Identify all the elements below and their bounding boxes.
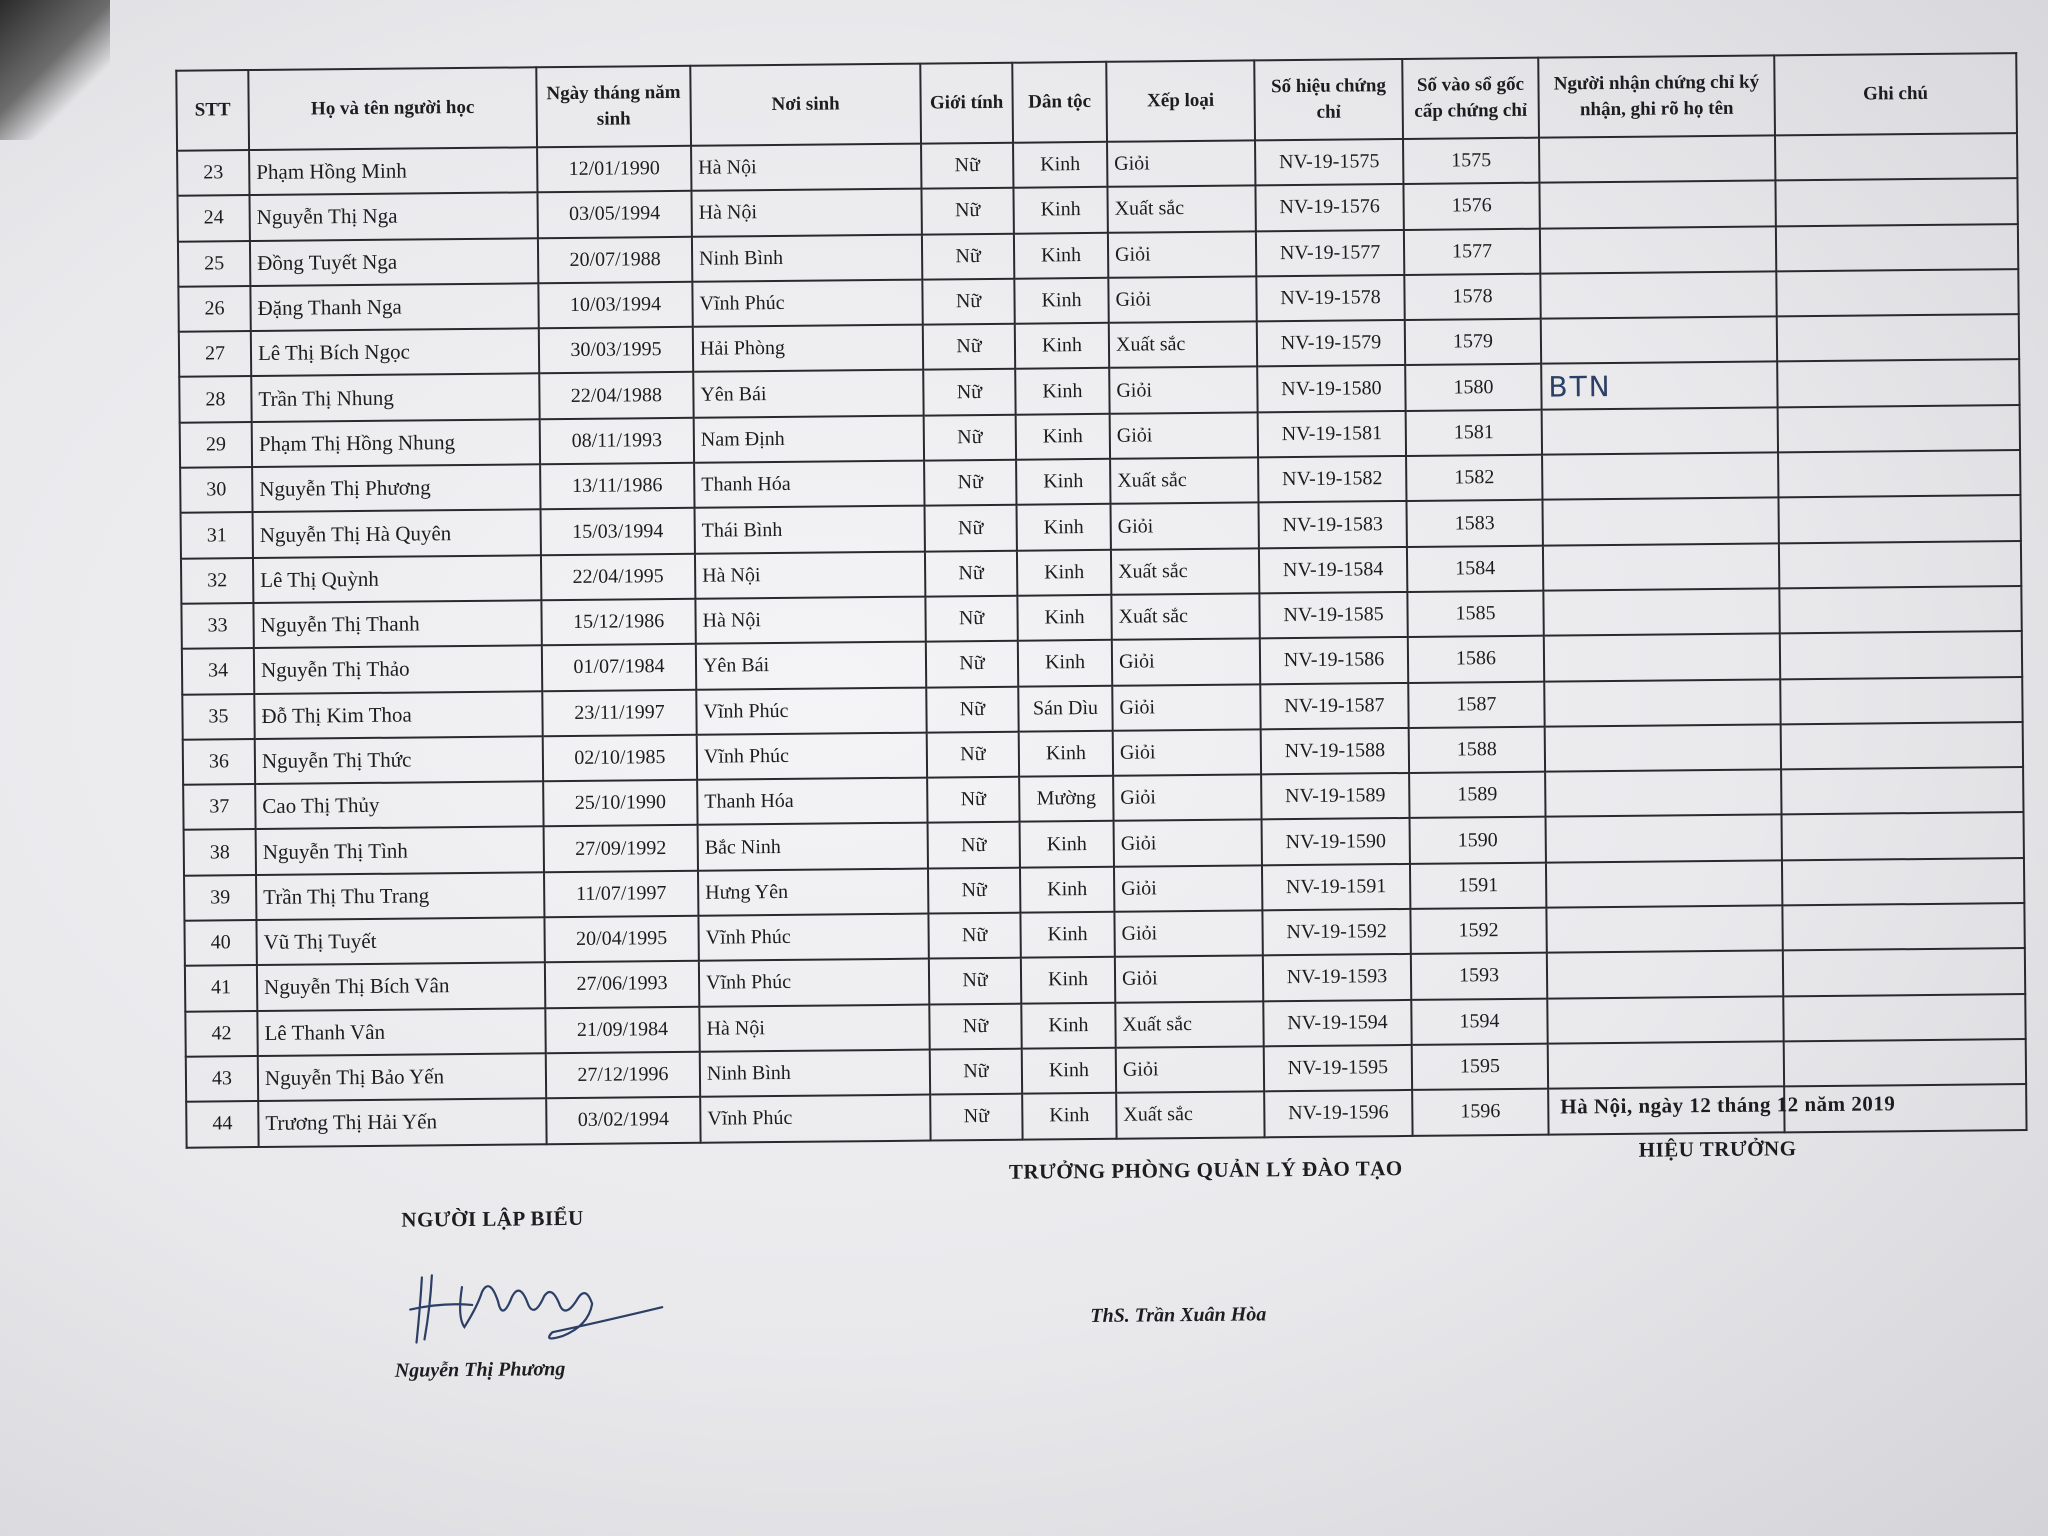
cell-birthplace: Hà Nội [691, 144, 921, 192]
cell-stt: 30 [180, 467, 252, 513]
cell-note [1784, 1039, 2026, 1087]
cell-name: Nguyễn Thị Nga [249, 193, 537, 241]
cell-receiver: BTN [1541, 362, 1777, 410]
cell-cert-no: NV-19-1588 [1261, 728, 1409, 775]
cell-stt: 25 [178, 241, 250, 287]
cell-receiver [1547, 951, 1783, 999]
cell-book-no: 1591 [1410, 862, 1546, 909]
cell-book-no: 1584 [1407, 545, 1543, 592]
cell-rank: Giỏi [1114, 820, 1262, 867]
preparer-title: NGƯỜI LẬP BIỂU [401, 1205, 584, 1232]
cell-book-no: 1592 [1410, 908, 1546, 955]
cell-dob: 21/09/1984 [545, 1006, 699, 1053]
cell-dob: 03/05/1994 [537, 191, 691, 238]
paper-sheet [150, 22, 2044, 1510]
cell-cert-no: NV-19-1582 [1258, 456, 1406, 503]
cell-birthplace: Vĩnh Phúc [699, 959, 929, 1007]
cell-cert-no: NV-19-1589 [1261, 773, 1409, 820]
cell-rank: Xuất sắc [1109, 322, 1257, 369]
cell-name: Đồng Tuyết Nga [250, 238, 538, 286]
cell-rank: Giỏi [1111, 503, 1259, 550]
cell-dob: 15/03/1994 [541, 508, 695, 555]
cell-name: Nguyễn Thị Bích Vân [257, 963, 545, 1011]
cell-note [1783, 994, 2025, 1042]
cell-ethnicity: Kinh [1016, 414, 1110, 460]
cell-cert-no: NV-19-1592 [1262, 909, 1410, 956]
cell-ethnicity: Kinh [1019, 731, 1113, 777]
cell-book-no: 1595 [1412, 1044, 1548, 1091]
cell-stt: 24 [177, 195, 249, 241]
cell-receiver [1542, 498, 1778, 546]
cell-stt: 36 [183, 739, 255, 785]
cell-dob: 22/04/1995 [541, 553, 695, 600]
cell-name: Nguyễn Thị Thảo [254, 646, 542, 694]
cell-gender: Nữ [929, 958, 1021, 1004]
cell-gender: Nữ [927, 732, 1019, 778]
cell-gender: Nữ [928, 913, 1020, 959]
cell-rank: Giỏi [1115, 956, 1263, 1003]
cell-cert-no: NV-19-1581 [1258, 411, 1406, 458]
cell-ethnicity: Kinh [1015, 368, 1109, 414]
cell-book-no: 1590 [1410, 817, 1546, 864]
cell-stt: 28 [179, 377, 251, 423]
cell-note [1776, 269, 2018, 317]
cell-note [1778, 450, 2020, 498]
cell-cert-no: NV-19-1586 [1260, 637, 1408, 684]
cell-note [1778, 495, 2020, 543]
cell-receiver [1542, 452, 1778, 500]
cell-receiver [1546, 905, 1782, 953]
cell-gender: Nữ [921, 188, 1013, 234]
cell-book-no: 1579 [1405, 319, 1541, 366]
cell-book-no: 1578 [1404, 274, 1540, 321]
cell-note [1776, 224, 2018, 272]
training-head-name: ThS. Trần Xuân Hòa [1090, 1303, 1267, 1328]
cell-gender: Nữ [925, 505, 1017, 551]
date-line: Hà Nội, ngày 12 tháng 12 năm 2019 [1560, 1091, 1896, 1119]
cell-book-no: 1575 [1403, 138, 1539, 185]
cell-stt: 29 [180, 422, 252, 468]
cell-book-no: 1582 [1406, 455, 1542, 502]
cell-birthplace: Vĩnh Phúc [698, 914, 928, 962]
cell-note [1780, 677, 2022, 725]
cell-cert-no: NV-19-1576 [1255, 184, 1403, 231]
cell-stt: 23 [177, 150, 249, 196]
cell-gender: Nữ [928, 822, 1020, 868]
cell-name: Vũ Thị Tuyết [256, 917, 544, 965]
cell-receiver [1545, 770, 1781, 818]
cell-birthplace: Yên Bái [693, 370, 923, 418]
cell-stt: 27 [179, 331, 251, 377]
cell-receiver [1545, 724, 1781, 772]
cell-gender: Nữ [923, 324, 1015, 370]
header-rank: Xếp loại [1106, 60, 1255, 141]
header-dob: Ngày tháng năm sinh [536, 66, 691, 147]
preparer-name: Nguyễn Thị Phương [394, 1358, 566, 1382]
cell-name: Lê Thanh Vân [257, 1008, 545, 1056]
header-receiver: Người nhận chứng chỉ ký nhận, ghi rõ họ tên [1538, 55, 1775, 137]
cell-gender: Nữ [930, 1049, 1022, 1095]
cell-ethnicity: Mường [1019, 776, 1113, 822]
cell-gender: Nữ [927, 777, 1019, 823]
cell-dob: 27/12/1996 [546, 1052, 700, 1099]
cell-gender: Nữ [926, 686, 1018, 732]
cell-receiver [1541, 317, 1777, 365]
cell-receiver [1546, 815, 1782, 863]
cell-book-no: 1583 [1406, 500, 1542, 547]
cell-name: Phạm Hồng Minh [249, 147, 537, 195]
cell-rank: Giỏi [1116, 1046, 1264, 1093]
cell-name: Trương Thị Hải Yến [258, 1098, 546, 1146]
cell-receiver [1547, 996, 1783, 1044]
cell-note [1783, 948, 2025, 996]
cell-book-no: 1588 [1409, 727, 1545, 774]
cell-book-no: 1587 [1408, 681, 1544, 728]
cell-receiver [1544, 634, 1780, 682]
cell-cert-no: NV-19-1594 [1263, 1000, 1411, 1047]
cell-receiver [1539, 135, 1775, 183]
cell-cert-no: NV-19-1596 [1264, 1090, 1412, 1137]
cell-rank: Xuất sắc [1116, 1092, 1264, 1139]
cell-cert-no: NV-19-1587 [1260, 683, 1408, 730]
cell-name: Phạm Thị Hồng Nhung [252, 419, 540, 467]
cell-birthplace: Thanh Hóa [697, 778, 927, 826]
cell-gender: Nữ [922, 233, 1014, 279]
cell-birthplace: Hải Phòng [693, 325, 923, 373]
header-ethnicity: Dân tộc [1012, 62, 1107, 143]
cell-note [1779, 586, 2021, 634]
cell-cert-no: NV-19-1579 [1257, 320, 1405, 367]
header-cert-no: Số hiệu chứng chỉ [1254, 59, 1403, 140]
cell-name: Nguyễn Thị Bảo Yến [258, 1053, 546, 1101]
header-book-no: Số vào sổ gốc cấp chứng chỉ [1402, 58, 1539, 139]
cell-rank: Giỏi [1113, 775, 1261, 822]
cell-rank: Xuất sắc [1110, 457, 1258, 504]
cell-receiver [1548, 1041, 1784, 1089]
cell-book-no: 1581 [1406, 409, 1542, 456]
cell-ethnicity: Kinh [1017, 595, 1111, 641]
cell-gender: Nữ [929, 1003, 1021, 1049]
cell-birthplace: Hưng Yên [698, 868, 928, 916]
cell-gender: Nữ [925, 596, 1017, 642]
cell-cert-no: NV-19-1593 [1263, 954, 1411, 1001]
cell-dob: 23/11/1997 [542, 689, 696, 736]
cell-ethnicity: Kinh [1020, 821, 1114, 867]
cell-ethnicity: Kinh [1014, 232, 1108, 278]
cell-rank: Giỏi [1113, 729, 1261, 776]
cell-ethnicity: Kinh [1020, 912, 1114, 958]
cell-dob: 20/07/1988 [538, 236, 692, 283]
cell-birthplace: Hà Nội [695, 597, 925, 645]
cell-book-no: 1596 [1412, 1089, 1548, 1136]
cell-note [1775, 178, 2017, 226]
cell-cert-no: NV-19-1583 [1258, 501, 1406, 548]
cell-dob: 12/01/1990 [537, 146, 691, 193]
cell-receiver [1546, 860, 1782, 908]
cell-name: Trần Thị Nhung [251, 374, 539, 422]
cell-book-no: 1593 [1411, 953, 1547, 1000]
cell-birthplace: Vĩnh Phúc [696, 687, 926, 735]
cell-gender: Nữ [922, 279, 1014, 325]
cell-dob: 20/04/1995 [544, 916, 698, 963]
cell-note [1782, 813, 2024, 861]
cell-name: Lê Thị Quỳnh [253, 555, 541, 603]
cell-dob: 15/12/1986 [541, 599, 695, 646]
cell-dob: 02/10/1985 [543, 735, 697, 782]
cell-note [1780, 631, 2022, 679]
cell-cert-no: NV-19-1575 [1255, 139, 1403, 186]
cell-note [1778, 405, 2020, 453]
cell-ethnicity: Kinh [1020, 867, 1114, 913]
cell-rank: Giỏi [1110, 412, 1258, 459]
cell-stt: 39 [184, 875, 256, 921]
cell-birthplace: Ninh Bình [692, 234, 922, 282]
cell-ethnicity: Kinh [1014, 278, 1108, 324]
cell-stt: 31 [181, 512, 253, 558]
cell-note [1775, 133, 2017, 181]
table-body [177, 133, 2026, 1147]
cell-note [1777, 360, 2019, 408]
cell-note [1781, 722, 2023, 770]
cell-dob: 08/11/1993 [540, 418, 694, 465]
cell-birthplace: Thanh Hóa [694, 461, 924, 509]
cell-birthplace: Hà Nội [695, 551, 925, 599]
cell-name: Trần Thị Thu Trang [256, 872, 544, 920]
cell-note [1782, 903, 2024, 951]
principal-title: HIỆU TRƯỞNG [1638, 1136, 1797, 1162]
cell-birthplace: Ninh Bình [700, 1049, 930, 1097]
cell-cert-no: NV-19-1590 [1262, 818, 1410, 865]
cell-book-no: 1585 [1407, 591, 1543, 638]
cell-receiver [1540, 226, 1776, 274]
cell-name: Cao Thị Thủy [255, 781, 543, 829]
cell-dob: 22/04/1988 [539, 372, 693, 419]
cell-cert-no: NV-19-1591 [1262, 864, 1410, 911]
cell-rank: Giỏi [1112, 684, 1260, 731]
cell-receiver [1540, 271, 1776, 319]
header-name: Họ và tên người học [248, 67, 537, 150]
cell-book-no: 1586 [1408, 636, 1544, 683]
header-gender: Giới tính [920, 63, 1013, 144]
cell-birthplace: Vĩnh Phúc [700, 1095, 930, 1143]
cell-gender: Nữ [923, 369, 1015, 415]
cell-rank: Giỏi [1114, 865, 1262, 912]
cell-ethnicity: Kinh [1013, 187, 1107, 233]
cell-dob: 11/07/1997 [544, 871, 698, 918]
cell-cert-no: NV-19-1584 [1259, 547, 1407, 594]
header-birthplace: Nơi sinh [690, 64, 921, 146]
cell-book-no: 1576 [1403, 183, 1539, 230]
cell-rank: Xuất sắc [1111, 548, 1259, 595]
cell-rank: Xuất sắc [1111, 593, 1259, 640]
cell-name: Đỗ Thị Kim Thoa [254, 691, 542, 739]
cell-stt: 43 [186, 1056, 258, 1102]
cell-receiver [1543, 588, 1779, 636]
cell-dob: 01/07/1984 [542, 644, 696, 691]
desk-shadow [0, 0, 110, 140]
cell-dob: 27/09/1992 [544, 825, 698, 872]
cell-dob: 30/03/1995 [539, 327, 693, 374]
cell-rank: Xuất sắc [1107, 186, 1255, 233]
cell-name: Đặng Thanh Nga [250, 283, 538, 331]
training-head-title: TRƯỞNG PHÒNG QUẢN LÝ ĐÀO TẠO [1008, 1156, 1403, 1184]
cell-cert-no: NV-19-1578 [1256, 275, 1404, 322]
cell-gender: Nữ [924, 460, 1016, 506]
cell-rank: Giỏi [1108, 276, 1256, 323]
cell-receiver [1543, 543, 1779, 591]
cell-birthplace: Vĩnh Phúc [697, 732, 927, 780]
cell-note [1781, 767, 2023, 815]
cell-cert-no: NV-19-1595 [1264, 1045, 1412, 1092]
cell-ethnicity: Kinh [1015, 323, 1109, 369]
cell-stt: 33 [181, 603, 253, 649]
cell-dob: 25/10/1990 [543, 780, 697, 827]
cell-rank: Xuất sắc [1115, 1001, 1263, 1048]
cell-book-no: 1577 [1404, 228, 1540, 275]
cell-stt: 32 [181, 558, 253, 604]
cell-ethnicity: Kinh [1021, 957, 1115, 1003]
cell-stt: 34 [182, 648, 254, 694]
cell-stt: 35 [182, 694, 254, 740]
cell-stt: 26 [178, 286, 250, 332]
cell-dob: 03/02/1994 [546, 1097, 700, 1144]
header-note: Ghi chú [1774, 53, 2017, 135]
cell-name: Nguyễn Thị Thanh [253, 600, 541, 648]
cell-rank: Giỏi [1108, 231, 1256, 278]
cell-birthplace: Nam Định [694, 415, 924, 463]
cell-rank: Giỏi [1109, 367, 1257, 414]
cell-ethnicity: Kinh [1022, 1048, 1116, 1094]
cell-cert-no: NV-19-1577 [1256, 230, 1404, 277]
cell-ethnicity: Kinh [1017, 549, 1111, 595]
certificate-roster-table [175, 52, 2027, 1148]
cell-ethnicity: Kinh [1022, 1093, 1116, 1139]
cell-note [1782, 858, 2024, 906]
cell-name: Nguyễn Thị Hà Quyên [253, 510, 541, 558]
cell-ethnicity: Sán Dìu [1018, 685, 1112, 731]
cell-stt: 41 [185, 965, 257, 1011]
cell-dob: 13/11/1986 [540, 463, 694, 510]
cell-ethnicity: Kinh [1018, 640, 1112, 686]
cell-book-no: 1589 [1409, 772, 1545, 819]
cell-dob: 27/06/1993 [545, 961, 699, 1008]
header-stt: STT [176, 70, 249, 151]
cell-gender: Nữ [925, 550, 1017, 596]
cell-receiver [1539, 181, 1775, 229]
cell-stt: 42 [185, 1011, 257, 1057]
cell-birthplace: Hà Nội [699, 1004, 929, 1052]
cell-name: Nguyễn Thị Thức [255, 736, 543, 784]
cell-receiver [1542, 407, 1778, 455]
cell-stt: 40 [184, 920, 256, 966]
cell-stt: 37 [183, 784, 255, 830]
preparer-signature [402, 1245, 683, 1358]
cell-note [1777, 314, 2019, 362]
cell-birthplace: Hà Nội [691, 189, 921, 237]
cell-book-no: 1580 [1405, 364, 1541, 411]
cell-ethnicity: Kinh [1017, 504, 1111, 550]
cell-receiver [1544, 679, 1780, 727]
cell-rank: Giỏi [1107, 140, 1255, 187]
cell-birthplace: Vĩnh Phúc [692, 279, 922, 327]
cell-ethnicity: Kinh [1021, 1002, 1115, 1048]
cell-stt: 44 [186, 1101, 258, 1147]
cell-birthplace: Thái Bình [695, 506, 925, 554]
cell-note [1779, 541, 2021, 589]
cell-gender: Nữ [926, 641, 1018, 687]
cell-gender: Nữ [921, 143, 1013, 189]
cell-name: Nguyễn Thị Tình [256, 827, 544, 875]
cell-dob: 10/03/1994 [538, 282, 692, 329]
cell-cert-no: NV-19-1585 [1259, 592, 1407, 639]
cell-cert-no: NV-19-1580 [1257, 365, 1405, 412]
cell-ethnicity: Kinh [1013, 142, 1107, 188]
cell-name: Nguyễn Thị Phương [252, 464, 540, 512]
cell-rank: Giỏi [1114, 910, 1262, 957]
cell-birthplace: Bắc Ninh [698, 823, 928, 871]
cell-ethnicity: Kinh [1016, 459, 1110, 505]
cell-rank: Giỏi [1112, 639, 1260, 686]
cell-gender: Nữ [930, 1094, 1022, 1140]
cell-birthplace: Yên Bái [696, 642, 926, 690]
cell-gender: Nữ [924, 414, 1016, 460]
cell-book-no: 1594 [1411, 998, 1547, 1045]
cell-gender: Nữ [928, 867, 1020, 913]
cell-name: Lê Thị Bích Ngọc [251, 328, 539, 376]
cell-stt: 38 [184, 829, 256, 875]
